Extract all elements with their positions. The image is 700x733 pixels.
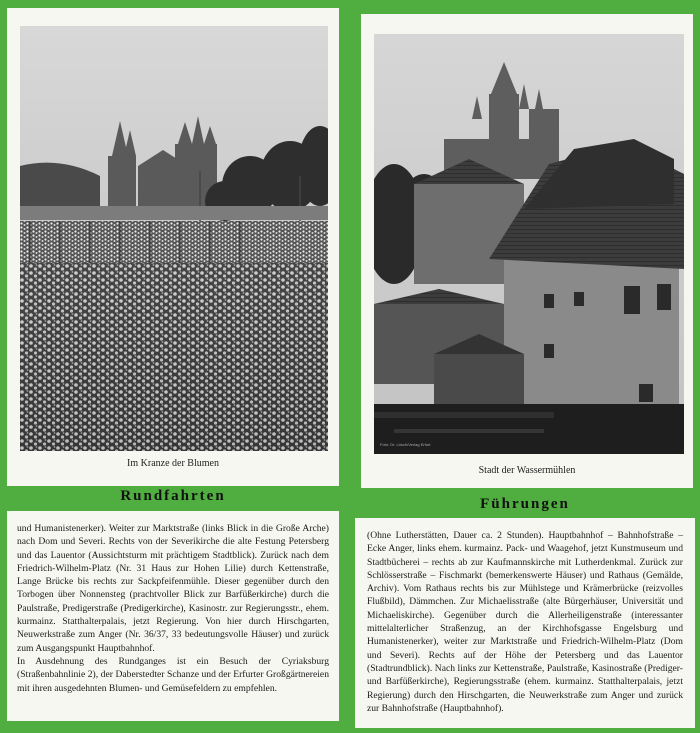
flower-field-image <box>20 26 328 451</box>
left-photo-panel <box>7 8 339 486</box>
water-mills-photo <box>374 34 684 454</box>
flower-field-photo <box>20 26 328 451</box>
left-paragraph: und Humanistenerker). Weiter zur Marktstraße (links Blick in die Große Arche) nach Dom und Severi. Rechts von der Severikirche die alte Festung Petersberg und das Lauentor (Aussichtsturm mit prächtigem Stadtblick). Zurück nach dem Friedrich-Wilhelm-Platz (Nr. 31 Haus zur Hohen Lilie) durch Kettenstraße, Lange Brücke bis rechts zur Sackpfeifenmühle. Dieser gegenüber durch den Torbogen über Nonnensteg (prachtvoller Blick zur Barfüßerkirche) durch die Paulstraße, Predigerstraße (Predigerkirche), Kasinostr. zur Regierungsstr., ehem. kurmainz. Statthalterpalais, jetzt Regierung. Von hier durch Hirschgarten, Neuwerkstraße zum Anger (Nr. 36/37, 33 bedeutungsvolle Häuser) und zurück zum Ausgangspunkt Hauptbahnhof. <box>17 523 329 654</box>
right-photo-panel <box>361 14 693 488</box>
right-paragraph: (Ohne Lutherstätten, Dauer ca. 2 Stunden). Hauptbahnhof – Bahnhofstraße – Ecke Anger, links ehem. kurmainz. Pack- und Waagehof, jetzt Kunstmuseum und Stadtbücherei – rechts ab zur Kaufmannskirche mit Lutherdenkmal. Zurück zur Schlösserstraße – Fischmarkt (bemerkenswerte Häuser) und Rathaus (Gemälde, Archiv). Vom Rathaus rechts bis zur Mühlstege und Krämerbrücke (reizvolles Flußbild), Dämmchen. Zur Michaelisstraße (alte Bürgerhäuser, Universität und Michaeliskirche). Gegenüber durch die Allerheiligenstraße (interessanter mittelalterlicher Straßenzug, an der Kirchhofsgasse Engelsburg und Humanistenerker), weiter zur Marktstraße und Friedrich-Wilhelm-Platz (Dom und Severi). Rechts auf der Höhe der Petersberg und das Lauentor (Stadtrundblick). Nach links zur Kettenstraße, Paulstraße, Kasinostraße (Prediger- und Barfüßerkirche), Regierungsstraße (ehem. kurmainz. Statthalterpalais, jetzt Regierung) durch den Hirschgarten, die Neuwerkstraße zum Anger und zurück zur Bahnhofstraße (Hauptbahnhof). <box>367 530 683 714</box>
left-body-text <box>17 522 329 695</box>
left-paragraph: In Ausdehnung des Rundganges ist ein Besuch der Cyriaksburg (Straßenbahnlinie 2), der Daberstedter Schanze und der Erfurter Großgärtnereien mit ihren ausgedehnten Blumen- und Gemüsefeldern zu empfehlen. <box>17 655 329 694</box>
left-text-panel <box>7 511 339 721</box>
right-section-heading: Führungen <box>480 496 570 512</box>
water-mills-image <box>374 34 684 454</box>
left-photo-caption: Im Kranze der Blumen <box>127 458 219 469</box>
photo-credit: Foto: Dr. Lösch/Verlag Erfurt <box>380 442 431 447</box>
left-section-heading: Rundfahrten <box>120 488 226 504</box>
right-body-text <box>367 529 683 715</box>
right-text-panel <box>355 518 695 728</box>
right-photo-caption: Stadt der Wassermühlen <box>478 465 576 476</box>
